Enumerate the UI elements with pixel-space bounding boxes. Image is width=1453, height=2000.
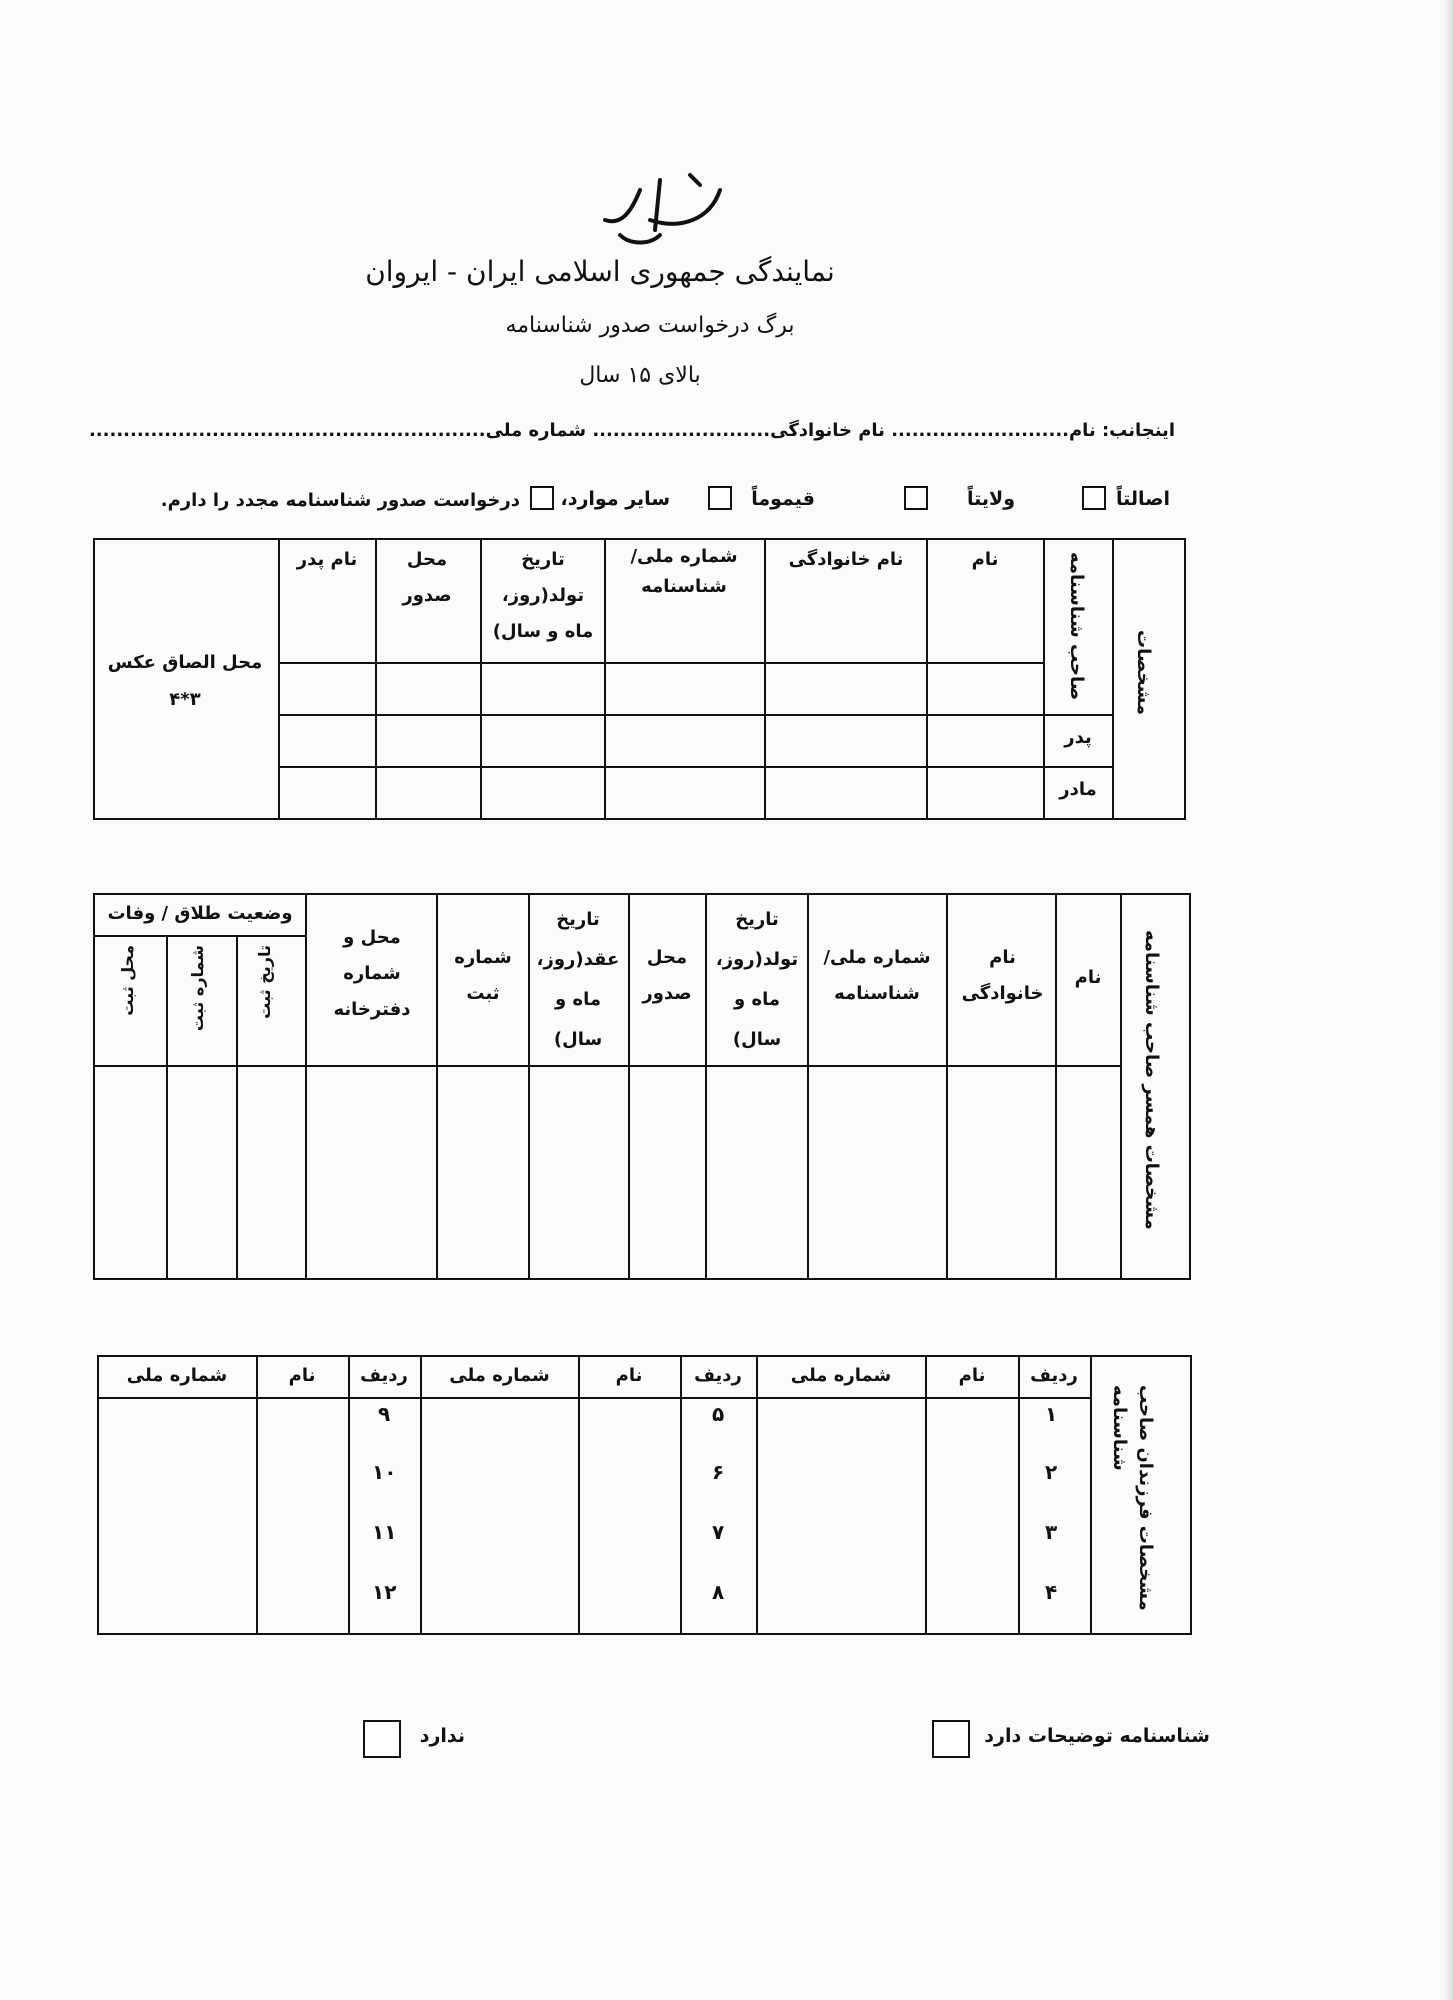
has-notes-label: شناسنامه توضیحات دارد	[984, 1725, 1210, 1747]
table1-vline	[480, 538, 482, 820]
table3-rownum: ۳	[1045, 1520, 1058, 1544]
age-label: بالای ۱۵ سال	[579, 363, 701, 388]
table1-header-issue-place: محل صدور	[402, 549, 452, 606]
table1-hline	[278, 766, 1113, 768]
option-sayer-checkbox[interactable]	[530, 486, 554, 510]
option-sayer-label: سایر موارد،	[560, 488, 670, 510]
table1-vline	[375, 538, 377, 820]
table1-vline	[926, 538, 928, 820]
table2-vline	[528, 893, 530, 1280]
table3-rownum: ۱۲	[372, 1580, 397, 1604]
photo-size-label: ۳*۴	[169, 689, 201, 710]
applicant-line: اینجانب: نام.......................... نام خانوادگی.......................... شماره ملی..........................................................	[88, 420, 1175, 441]
table3-header-name3: نام	[288, 1365, 316, 1386]
table3-header-row3: ردیف	[360, 1365, 408, 1386]
table1-header-family: نام خانوادگی	[788, 549, 904, 570]
table1-mother-row-label: مادر	[1059, 779, 1097, 800]
table2-sub-reg-number: شماره ثبت	[188, 945, 207, 1032]
table2-sub-reg-place: محل ثبت	[118, 945, 137, 1016]
table2-header-name: نام	[1074, 967, 1102, 988]
has-notes-checkbox[interactable]	[932, 1720, 970, 1758]
table3-rownum: ۲	[1045, 1460, 1058, 1484]
table1-hline	[278, 714, 1113, 716]
table3-header-name1: نام	[958, 1365, 986, 1386]
option-velayatan-checkbox[interactable]	[904, 486, 928, 510]
table3-rownum: ۱	[1045, 1402, 1058, 1426]
table3-rownum: ۴	[1045, 1580, 1058, 1604]
table1-hline	[278, 662, 1045, 664]
form-title-text: نمایندگی جمهوری اسلامی ایران - ایروان	[365, 255, 835, 288]
request-text: درخواست صدور شناسنامه مجدد را دارم.	[160, 490, 520, 511]
table2-vline	[1055, 893, 1057, 1280]
no-notes-label: ندارد	[419, 1725, 465, 1747]
option-asalatan-label: اصالتاً	[1115, 488, 1170, 510]
table3-rownum: ۶	[712, 1460, 725, 1484]
option-qeimumatan-label: قیموماً	[751, 488, 815, 510]
table3-header-row2: ردیف	[694, 1365, 742, 1386]
table2-hline	[93, 1065, 1121, 1067]
table3-header-id1: شماره ملی	[790, 1365, 892, 1386]
table2-vline	[1120, 893, 1122, 1280]
table1-header-father-name: نام پدر	[296, 549, 358, 570]
form-title	[240, 255, 960, 288]
option-qeimumatan-checkbox[interactable]	[708, 486, 732, 510]
table2-header-marriage-date: تاریخ عقد(روز، ماه و سال)	[536, 909, 620, 1050]
option-asalatan-checkbox[interactable]	[1082, 486, 1106, 510]
table2-vline	[705, 893, 707, 1280]
table2-vline	[436, 893, 438, 1280]
table3-header-row1: ردیف	[1030, 1365, 1078, 1386]
table1-header-national-id: شماره ملی/ شناسنامه	[630, 546, 738, 597]
table3-header-name2: نام	[615, 1365, 643, 1386]
table2-vline	[305, 893, 307, 1280]
table3-rownum: ۵	[712, 1402, 725, 1426]
table2-vline	[166, 935, 168, 1280]
table2-vline	[946, 893, 948, 1280]
table2-vline	[807, 893, 809, 1280]
no-notes-checkbox[interactable]	[363, 1720, 401, 1758]
table1-vline	[278, 538, 280, 820]
table2-header-registry-office: محل و شماره دفترخانه	[333, 927, 411, 1020]
table2-vline	[236, 935, 238, 1280]
scan-edge	[1443, 0, 1453, 2000]
table2-header-divorce-status: وضعیت طلاق / وفات	[107, 903, 293, 924]
table1-owner-label: صاحب شناسنامه	[1066, 552, 1087, 701]
table3-side-label: مشخصات فرزندان صاحب شناسنامه	[1109, 1385, 1156, 1611]
table2-sub-reg-date: تاریخ ثبت	[255, 945, 274, 1019]
calligraphy-image	[560, 160, 760, 250]
table1-vline	[764, 538, 766, 820]
table2-header-national-id: شماره ملی/ شناسنامه	[823, 947, 931, 1004]
table3-header-id3: شماره ملی	[126, 1365, 228, 1386]
form-subtitle: برگ درخواست صدور شناسنامه	[505, 313, 795, 338]
table3-rownum: ۸	[712, 1580, 725, 1604]
table3-rownum: ۱۱	[372, 1520, 397, 1544]
table1-header-name: نام	[971, 549, 999, 570]
option-velayatan-label: ولایتاً	[967, 488, 1015, 510]
table2-header-reg-number: شماره ثبت	[454, 947, 512, 1004]
table3-rownum: ۷	[712, 1520, 725, 1544]
table2-header-birth-date: تاریخ تولد(روز، ماه و سال)	[715, 909, 799, 1050]
table1-vline	[1112, 538, 1114, 820]
table3-rownum: ۱۰	[372, 1460, 397, 1484]
table2-header-family: نام خانوادگی	[961, 947, 1044, 1004]
table1-side-label: مشخصات	[1133, 630, 1154, 716]
bismillah-calligraphy	[560, 160, 760, 250]
table1-header-birth-date: تاریخ تولد(روز، ماه و سال)	[492, 549, 594, 642]
table2-header-issue-place: محل صدور	[642, 947, 692, 1004]
table3-hline	[97, 1397, 1091, 1399]
table2-side-label: مشخصات همسر صاحب شناسنامه	[1141, 930, 1162, 1230]
table2-hline	[93, 935, 306, 937]
table3-header-id2: شماره ملی	[449, 1365, 550, 1386]
table3-rownum: ۹	[378, 1402, 391, 1426]
photo-placeholder-label: محل الصاق عکس	[107, 652, 263, 673]
table1-father-row-label: پدر	[1064, 727, 1092, 748]
